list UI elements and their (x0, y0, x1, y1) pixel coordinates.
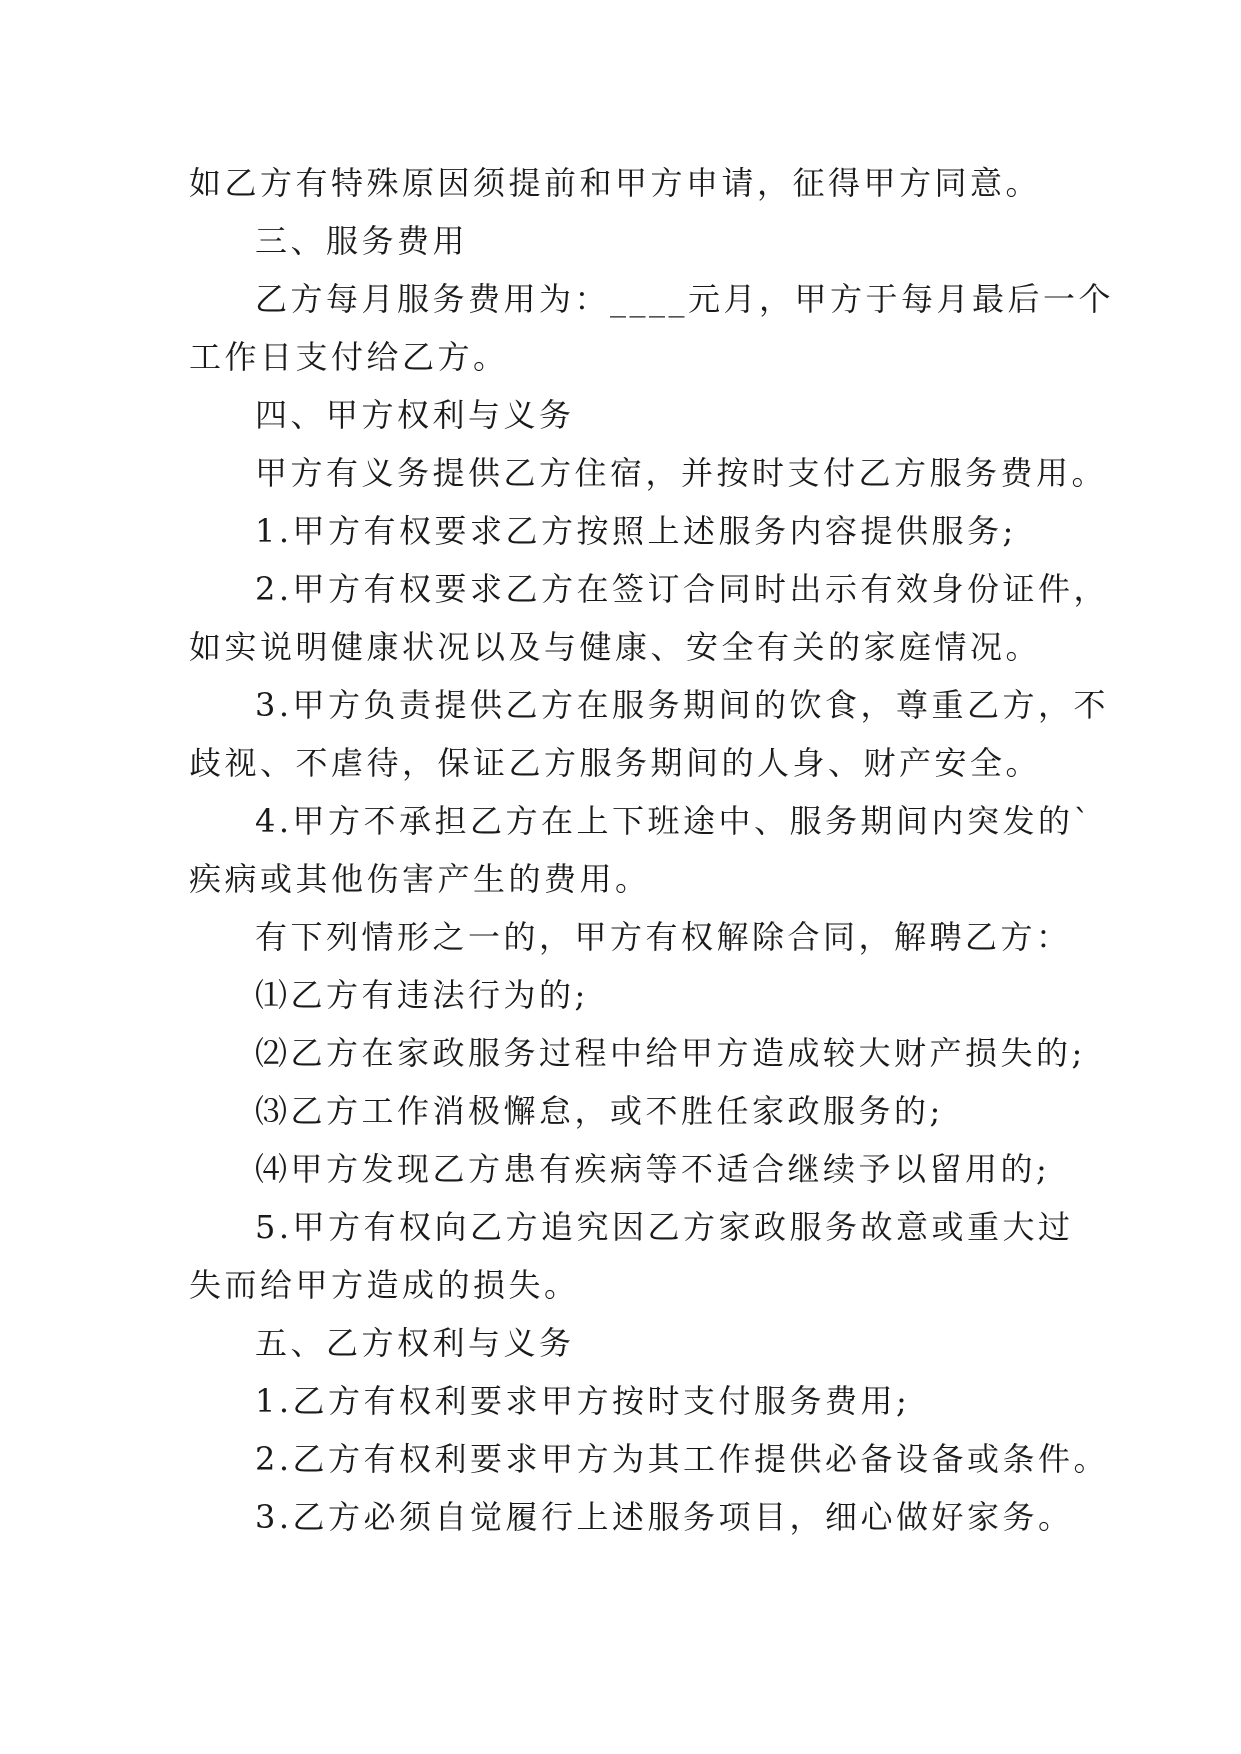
text-line: 如实说明健康状况以及与健康、安全有关的家庭情况。 (189, 628, 1042, 666)
text-line: 失而给甲方造成的损失。 (189, 1266, 580, 1304)
text-line: 疾病或其他伤害产生的费用。 (189, 860, 651, 898)
list-item: ⑷甲方发现乙方患有疾病等不适合继续予以留用的; (255, 1150, 1051, 1188)
text-line: 3.甲方负责提供乙方在服务期间的饮食，尊重乙方，不 (255, 686, 1110, 724)
text-line: 歧视、不虐待，保证乙方服务期间的人身、财产安全。 (189, 744, 1042, 782)
section-heading-party-b: 五、乙方权利与义务 (255, 1324, 575, 1362)
text-line: 4.甲方不承担乙方在上下班途中、服务期间内突发的` (255, 802, 1094, 840)
text-line: 乙方每月服务费用为：____元月，甲方于每月最后一个 (255, 280, 1115, 318)
text-line: 工作日支付给乙方。 (189, 338, 509, 376)
text-line: 2.甲方有权要求乙方在签订合同时出示有效身份证件， (255, 570, 1110, 608)
list-item: ⑶乙方工作消极懈怠，或不胜任家政服务的; (255, 1092, 944, 1130)
text-line: 有下列情形之一的，甲方有权解除合同，解聘乙方： (255, 918, 1072, 956)
section-heading-party-a: 四、甲方权利与义务 (255, 396, 575, 434)
list-item: ⑴乙方有违法行为的; (255, 976, 589, 1014)
document-body (189, 154, 1115, 1546)
text-line: 2.乙方有权利要求甲方为其工作提供必备设备或条件。 (255, 1440, 1110, 1478)
list-item: ⑵乙方在家政服务过程中给甲方造成较大财产损失的; (255, 1034, 1086, 1072)
text-line: 如乙方有特殊原因须提前和甲方申请，征得甲方同意。 (189, 164, 1042, 202)
text-line: 1.甲方有权要求乙方按照上述服务内容提供服务; (255, 512, 1017, 550)
text-line: 5.甲方有权向乙方追究因乙方家政服务故意或重大过 (255, 1208, 1074, 1246)
text-line: 3.乙方必须自觉履行上述服务项目，细心做好家务。 (255, 1498, 1074, 1536)
text-line: 1.乙方有权利要求甲方按时支付服务费用; (255, 1382, 911, 1420)
section-heading-service-fee: 三、服务费用 (255, 222, 469, 260)
text-line: 甲方有义务提供乙方住宿，并按时支付乙方服务费用。 (255, 454, 1108, 492)
